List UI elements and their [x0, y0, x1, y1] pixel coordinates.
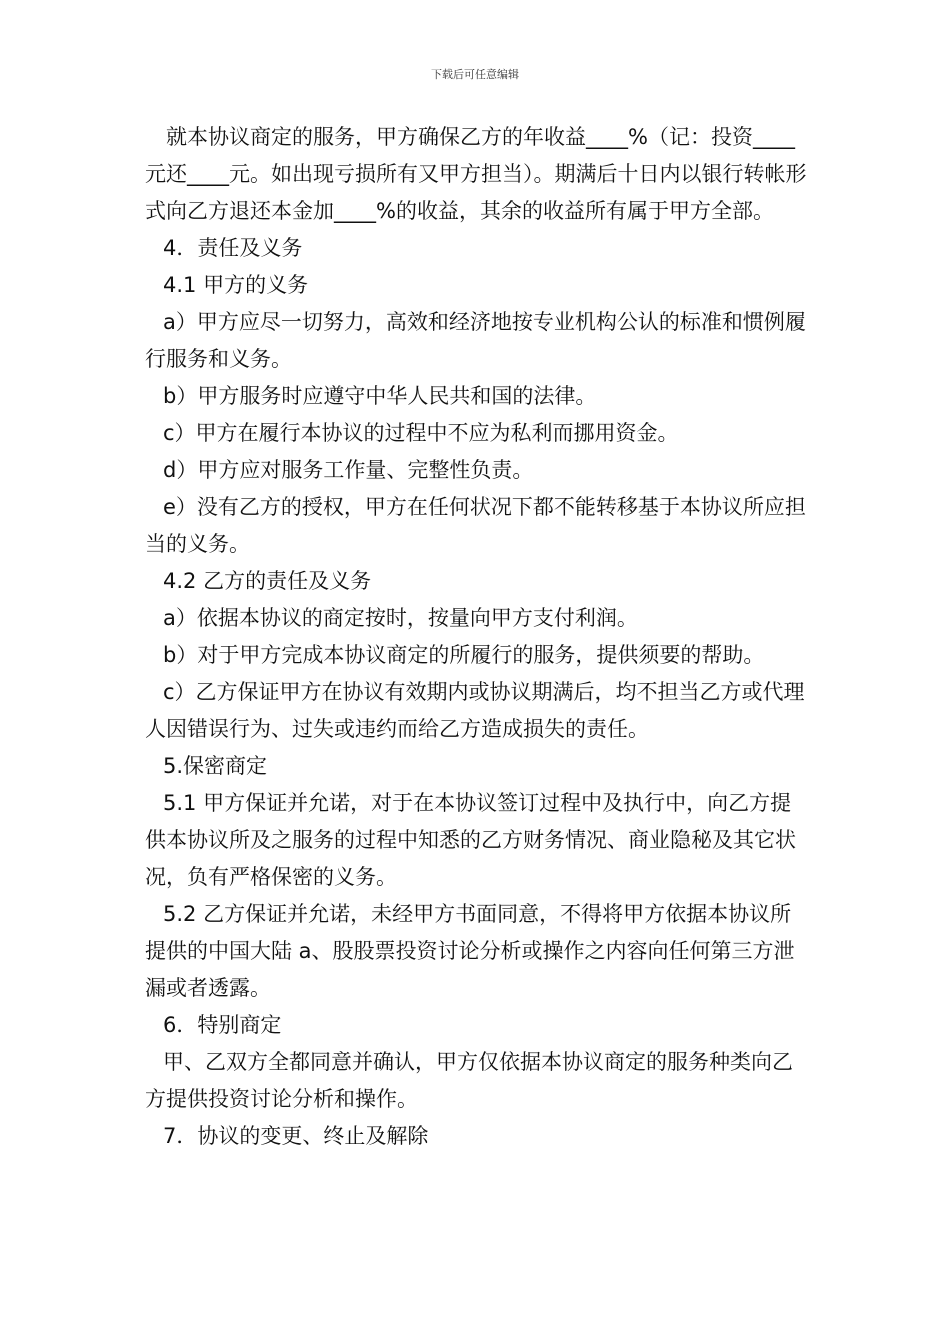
- heading-section-6: 6．特别商定: [163, 1013, 282, 1037]
- clause-5-2: 5.2 乙方保证并允诺，未经甲方书面同意，不得将甲方依据本协议所提供的中国大陆 a、股股票投资讨论分析或操作之内容向任何第三方泄漏或者透露。: [145, 902, 795, 1000]
- clause-4-2-a: a）依据本协议的商定按时，按量向甲方支付利润。: [163, 606, 638, 630]
- clause-4-1-c: c）甲方在履行本协议的过程中不应为私利而挪用资金。: [163, 421, 679, 445]
- clause-4-1-e: e）没有乙方的授权，甲方在任何状况下都不能转移基于本协议所应担当的义务。: [145, 495, 806, 556]
- heading-section-5: 5.保密商定: [163, 754, 268, 778]
- heading-section-7: 7．协议的变更、终止及解除: [163, 1124, 429, 1148]
- clause-6: 甲、乙双方全都同意并确认，甲方仅依据本协议商定的服务种类向乙方提供投资讨论分析和操作。: [145, 1050, 793, 1111]
- heading-section-4: 4．责任及义务: [163, 236, 303, 260]
- clause-4-1-d: d）甲方应对服务工作量、完整性负责。: [163, 458, 534, 482]
- paragraph-returns: 就本协议商定的服务，甲方确保乙方的年收益____%（记：投资____元还____元。如出现亏损所有又甲方担当）。期满后十日内以银行转帐形式向乙方退还本金加____%的收益，其余的收益所有属于甲方全部。: [145, 125, 807, 223]
- page-header: 下载后可任意编辑: [431, 68, 519, 81]
- heading-4-2: 4.2 乙方的责任及义务: [163, 569, 372, 593]
- clause-4-2-c: c）乙方保证甲方在协议有效期内或协议期满后，均不担当乙方或代理人因错误行为、过失或违约而给乙方造成损失的责任。: [145, 680, 805, 741]
- clause-5-1: 5.1 甲方保证并允诺，对于在本协议签订过程中及执行中，向乙方提供本协议所及之服务的过程中知悉的乙方财务情况、商业隐秘及其它状况，负有严格保密的义务。: [145, 791, 796, 889]
- document-body: [145, 119, 810, 1155]
- clause-4-1-b: b）甲方服务时应遵守中华人民共和国的法律。: [163, 384, 597, 408]
- clause-4-1-a: a）甲方应尽一切努力，高效和经济地按专业机构公认的标准和惯例履行服务和义务。: [145, 310, 806, 371]
- heading-4-1: 4.1 甲方的义务: [163, 273, 309, 297]
- clause-4-2-b: b）对于甲方完成本协议商定的所履行的服务，提供须要的帮助。: [163, 643, 765, 667]
